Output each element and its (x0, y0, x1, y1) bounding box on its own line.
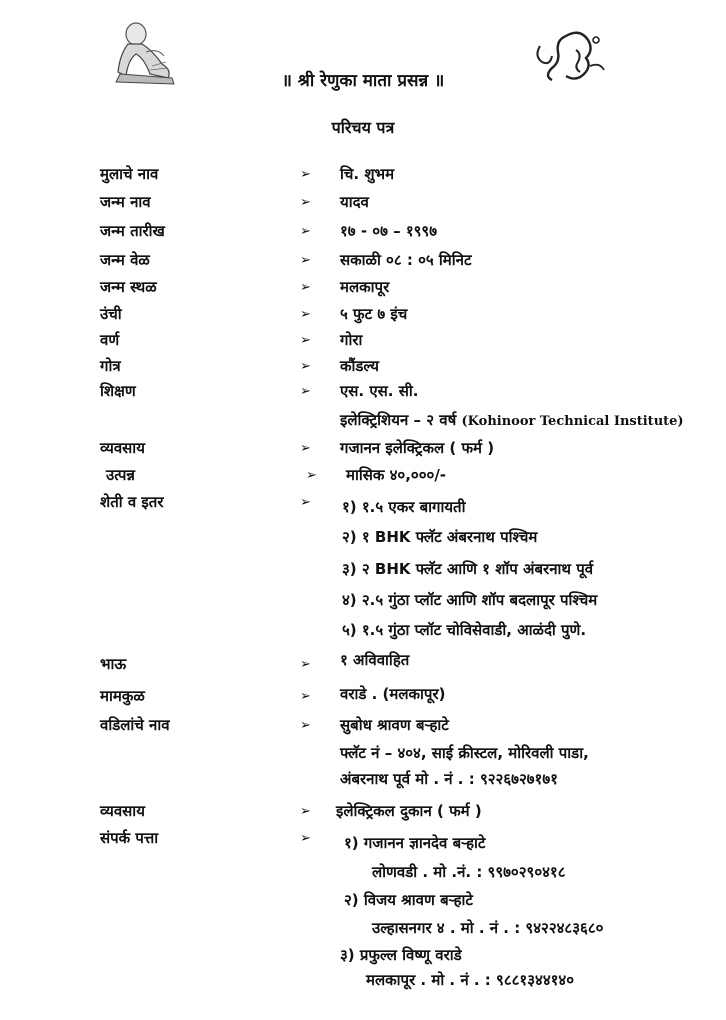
bullet-icon: ➢ (300, 384, 311, 399)
bullet-icon: ➢ (300, 253, 311, 268)
contact-detail: लोणवडी . मो .नं. : ९९७०२९०४१८ (372, 863, 566, 881)
bullet-icon: ➢ (300, 280, 311, 295)
property-label: शेती व इतर (100, 493, 164, 511)
bullet-icon: ➢ (300, 441, 311, 456)
birth-name-value: यादव (340, 193, 369, 211)
contact-label: संपर्क पत्ता (100, 829, 159, 847)
birth-time-label: जन्म वेळ (100, 251, 150, 269)
brother-value: १ अविवाहित (340, 651, 410, 669)
education-value: एस. एस. सी. (340, 382, 419, 400)
bullet-icon: ➢ (300, 804, 311, 819)
education-label: शिक्षण (100, 382, 136, 400)
father-name-label: वडिलांचे नाव (100, 716, 170, 734)
brother-label: भाऊ (100, 655, 127, 673)
education-detail (340, 410, 684, 430)
height-label: उंची (100, 305, 122, 323)
gotra-label: गोत्र (100, 357, 121, 375)
property-item: २) १ BHK फ्लॅट अंबरनाथ पश्चिम (342, 528, 538, 546)
contact-name: ३) प्रफुल्ल विष्णू वराडे (340, 946, 462, 964)
education-institute: (Kohinoor Technical Institute) (461, 414, 684, 429)
property-item: ५) १.५ गुंठा प्लॉट चोविसेवाडी, आळंदी पुणे. (342, 621, 587, 639)
gotra-value: कौंडल्य (340, 357, 379, 375)
bullet-icon: ➢ (300, 359, 311, 374)
contact-name: २) विजय श्रावण बऱ्हाटे (344, 891, 473, 909)
bullet-icon: ➢ (300, 718, 311, 733)
bullet-icon: ➢ (300, 831, 311, 846)
bullet-icon: ➢ (300, 167, 311, 182)
contact-detail: मलकापूर . मो . नं . : ९८८१३४४१४० (366, 971, 575, 989)
contact-detail: उल्हासनगर ४ . मो . नं . : ९४२२४८३६८० (372, 919, 604, 937)
birth-place-label: जन्म स्थळ (100, 278, 157, 296)
birth-name-label: जन्म नाव (100, 193, 151, 211)
bullet-icon: ➢ (300, 333, 311, 348)
income-label: उत्पन्न (106, 466, 135, 484)
bullet-icon: ➢ (300, 657, 311, 672)
contact-name: १) गजानन ज्ञानदेव बऱ्हाटे (344, 834, 486, 852)
father-occupation-label: व्यवसाय (100, 802, 145, 820)
complexion-value: गोरा (340, 331, 363, 349)
height-value: ५ फुट ७ इंच (340, 305, 408, 323)
birth-date-label: जन्म तारीख (100, 222, 165, 240)
education-course: इलेक्ट्रिशियन – २ वर्ष (340, 411, 457, 429)
father-name-value: सुबोध श्रावण बऱ्हाटे (340, 716, 449, 734)
bullet-icon: ➢ (306, 468, 317, 483)
mamkul-value: वराडे . (मलकापूर) (340, 685, 446, 703)
bullet-icon: ➢ (300, 307, 311, 322)
father-address-line: फ्लॅट नं – ४०४, साई क्रीस्टल, मोरिवली पाडा, (340, 744, 589, 762)
page-subtitle: परिचय पत्र (331, 118, 395, 137)
name-value: चि. शुभम (340, 165, 395, 183)
income-value: मासिक ४०,०००/- (346, 466, 447, 484)
mamkul-label: मामकुळ (100, 687, 145, 705)
name-label: मुलाचे नाव (100, 165, 159, 183)
occupation-label: व्यवसाय (100, 439, 145, 457)
birth-time-value: सकाळी ०८ : ०५ मिनिट (340, 251, 472, 269)
birth-date-value: १७ - ०७ – १९९७ (340, 222, 438, 240)
bullet-icon: ➢ (300, 195, 311, 210)
father-occupation-value: इलेक्ट्रिकल दुकान ( फर्म ) (336, 802, 482, 820)
property-item: ४) २.५ गुंठा प्लॉट आणि शॉप बदलापूर पश्चिम (342, 591, 598, 609)
occupation-value: गजानन इलेक्ट्रिकल ( फर्म ) (340, 439, 495, 457)
bullet-icon: ➢ (300, 224, 311, 239)
bullet-icon: ➢ (300, 495, 311, 510)
bullet-icon: ➢ (300, 689, 311, 704)
property-item: ३) २ BHK फ्लॅट आणि १ शॉप अंबरनाथ पूर्व (342, 560, 594, 578)
page-title: ॥ श्री रेणुका माता प्रसन्न ॥ (281, 71, 445, 91)
birth-place-value: मलकापूर (340, 278, 390, 296)
father-address-line: अंबरनाथ पूर्व मो . नं . : ९२२६७२७१७१ (340, 770, 558, 788)
complexion-label: वर्ण (100, 331, 120, 349)
property-item: १) १.५ एकर बागायती (342, 498, 466, 516)
